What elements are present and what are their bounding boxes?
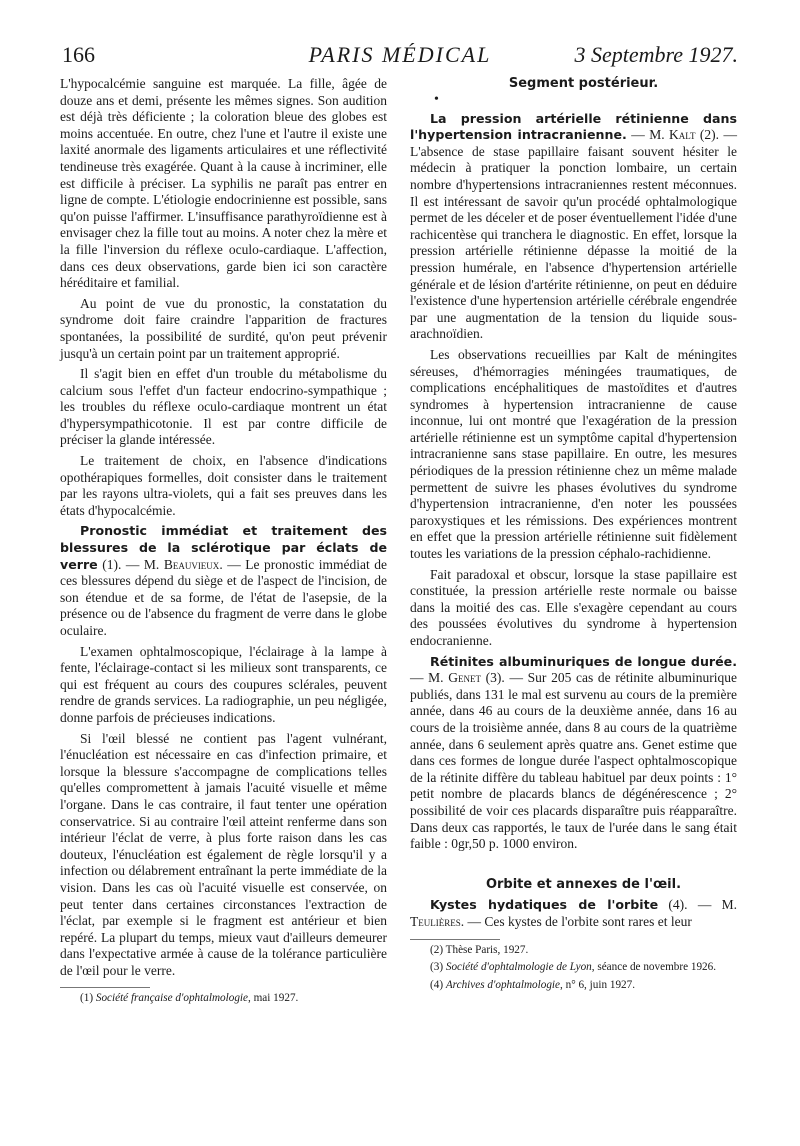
article-sclerotic-wounds (60, 523, 387, 639)
article-albuminuric-retinitis (410, 654, 737, 853)
issue-date: 3 Septembre 1927. (574, 42, 738, 67)
article-text: (3). — Sur 205 cas de rétinite albuminurique publiés, dans 131 le mal est survenu au cours de la première année, dans 46 au cours de la deuxième année, dans 16 au cours de la troisième année, dans 8 au cours de la quatrième année, dans 6 seulement après quatre ans. Genet estime que dans ces formes de longue durée l'aspect ophtalmoscopique de la rétinite diffère du tableau habituel par deux points : 1° petit nombre de placards blancs de dégénérescence ; 2° possibilité de voir ces placards disparaître puis réapparaître. Dans deux cas rapportés, le taux de l'urée dans le sang était faible : 0gr,50 p. 1000 environ. (410, 670, 737, 852)
page-number: 166 (62, 42, 95, 67)
article-reference: (4). — M. (658, 897, 737, 913)
footnote-date: , n° 6, juin 1927. (560, 978, 636, 991)
paragraph: Si l'œil blessé ne contient pas l'agent vulnérant, l'énucléation est nécessaire en cas d'infection primaire, et lorsque la blessure s'accompagne de complications telles qu'elles compromettent à jamais l'acuité visuelle et même l'organe. Dans le cas contraire, il faut tenter une opération conservatrice. Si au contraire l'œil atteint renferme dans son intérieur l'éclat de verre, à plus forte raison dans les cas douteux, l'énucléation est également de règle lorsqu'il y a infection ou délabrement entraînant la perte immédiate de la vision. Dans les cas où l'acuité visuelle est conservée, on peut tenter dans certaines circonstances l'extraction de l'éclat, par exemple si le fragment est antérieur et bien repéré. La plupart du temps, mieux vaut d'ailleurs demeurer dans l'expectative armée à cause de la tolérance particulière de l'œil pour le verre. (60, 730, 387, 978)
article-author: Kalt (669, 127, 696, 143)
article-text: . — Ces kystes de l'orbite sont rares et leur (460, 913, 692, 929)
article-title: Rétinites albuminuriques de longue durée. (430, 653, 737, 669)
footnote-2: (2) Thèse Paris, 1927. (430, 943, 529, 956)
right-column (410, 76, 737, 996)
paragraph: L'examen ophtalmoscopique, l'éclairage à la lampe à fente, l'éclairage-contact si les milieux sont transparents, ce qui est fréquent au cours des coupures sclérales, peuvent rendre de grands services. La radiographie, un peu négligée, donne parfois de précieuses indications. (60, 643, 387, 725)
section-heading-posterior-segment: Segment postérieur. (508, 76, 659, 91)
paragraph: Il s'agit bien en effet d'un trouble du métabolisme du calcium sous l'effet d'un facteur endocrino-sympathique ; les troubles du réflexe oculo-cardiaque montrent un état d'hypersympathicotonie. Il est par contre difficile de préciser la glande intéressée. (60, 366, 387, 448)
article-reference: — M. (626, 127, 670, 143)
footnote-source: Société d'ophtalmologie de Lyon (445, 961, 592, 974)
footnote-number: (1) (80, 992, 96, 1005)
article-reference: (1). — M. (97, 556, 164, 572)
footnote-date: , séance de novembre 1926. (591, 961, 717, 974)
footnote-divider (60, 987, 150, 988)
paragraph: L'hypocalcémie sanguine est marquée. La fille, âgée de douze ans et demi, présente les mêmes signes. Son audition est déjà très déficiente ; la coloration bleue des globes est moins accentuée. En outre, chez l'une et l'autre il existe une laxité anormale des ligaments articulaires et une réflectivité tendineuse très exagérée. Quant à la cause à incriminer, elle est difficile à préciser. La syphilis ne paraît pas entrer en ligne de compte. L'étiologie endocrinienne est possible, sans qu'on puisse l'affirmer. L'insuffisance parathyroïdienne est à envisager chez la fille tout au moins. A noter chez la mère et la fille l'inversion du réflexe oculo-cardiaque. L'affection, dans ces deux observations, garde bien ici son caractère héréditaire et familial. (60, 76, 387, 291)
footnote-source: Archives d'ophtalmologie (445, 978, 560, 991)
article-text: (2). — L'absence de stase papillaire faisant souvent hésiter le médecin à pratiquer la ponction lombaire, un certain nombre d'hypertensions intracraniennes restent méconnues. Il est intéressant de savoir qu'un procédé ophtalmologique permet de les déceler et de poser éventuellement l'idée d'une rachicentèse qui tranchera le diagnostic. En effet, lorsque la pression artérielle rétinienne dépasse la moitié de la pression humérale, en l'absence d'hypertension artérielle générale et de lésion d'artérite rétinienne, on peut en déduire l'existence d'une hypertension artérielle cérébrale engendrée par une augmentation de la tension du liquide sous-arachnoïdien. (410, 127, 737, 342)
page-header (62, 42, 738, 72)
footnote-number: (4) (430, 978, 446, 991)
footnote-source: Société française d'ophtalmologie (95, 992, 248, 1005)
footnote-3 (410, 961, 737, 975)
section-spacer (410, 857, 737, 877)
article-title: Kystes hydatiques de l'orbite (430, 897, 659, 913)
footnote-1 (60, 992, 387, 1006)
article-reference: — M. (410, 670, 449, 686)
article-author: Beauvieux (163, 556, 220, 572)
journal-title: PARIS MÉDICAL (308, 42, 492, 67)
article-title: La pression artérielle rétinienne dans l'hypertension intracranienne. (410, 110, 737, 143)
section-heading-orbit: Orbite et annexes de l'œil. (485, 876, 682, 892)
paragraph: Au point de vue du pronostic, la constatation du syndrome doit faire craindre l'apparition de fractures spontanées, la possibilité de surdité, qu'on peut prévenir jusqu'à un certain point par un traitement approprié. (60, 295, 387, 361)
footnote-number: (3) (430, 961, 446, 974)
paragraph: Les observations recueillies par Kalt de méningites séreuses, d'hémorragies méningées traumatiques, de complications encéphalitiques de mastoïdites et d'autres syndromes à hypertension intracranienne de cause inconnue, lui ont montré que l'exagération de la pression artérielle rétinienne est un symptôme capital d'hypertension intracranienne sans stase papillaire. En outre, les mesures périodiques de la pression rétinienne chez un même malade permettent de suivre les phases évolutives du syndrome d'hypertension intracranienne, d'en noter les poussées paroxystiques et les rémissions. Des expériences montrent en effet que la pression artérielle rétinienne suit fidèlement toutes les variations de la pression céphalo-rachidienne. (410, 346, 737, 562)
article-text: . — Le pronostic immédiat de ces blessures dépend du siège et de l'aspect de l'incision, de son étendue et de sa forme, de l'état de l'asepsie, de la présence ou de l'absence du fragment de verre dans le globe oculaire. (60, 556, 388, 638)
article-author: Genet (448, 670, 481, 686)
footnote-divider (410, 939, 500, 940)
footnote-4 (410, 979, 737, 993)
left-column (60, 76, 387, 1010)
paragraph: Fait paradoxal et obscur, lorsque la stase papillaire est constituée, la pression artérielle reste normale ou baisse dans la moitié des cas. Elle s'exagère cependant au cours des poussées évolutives du syndrome à hypertension endocranienne. (410, 566, 737, 648)
article-retinal-pressure (410, 111, 737, 343)
article-hydatid-cysts (410, 897, 737, 930)
article-title: Pronostic immédiat et traitement des blessures de la sclérotique par éclats de verre (60, 523, 387, 572)
bullet-mark: • (434, 91, 439, 107)
footnote-date: , mai 1927. (248, 992, 299, 1005)
article-author: Teulières (410, 913, 461, 929)
paragraph: Le traitement de choix, en l'absence d'indications opothérapiques formelles, doit consister dans le traitement par les rayons ultra-violets, qui a fait ses preuves dans les états d'hypocalcémie. (60, 453, 387, 518)
